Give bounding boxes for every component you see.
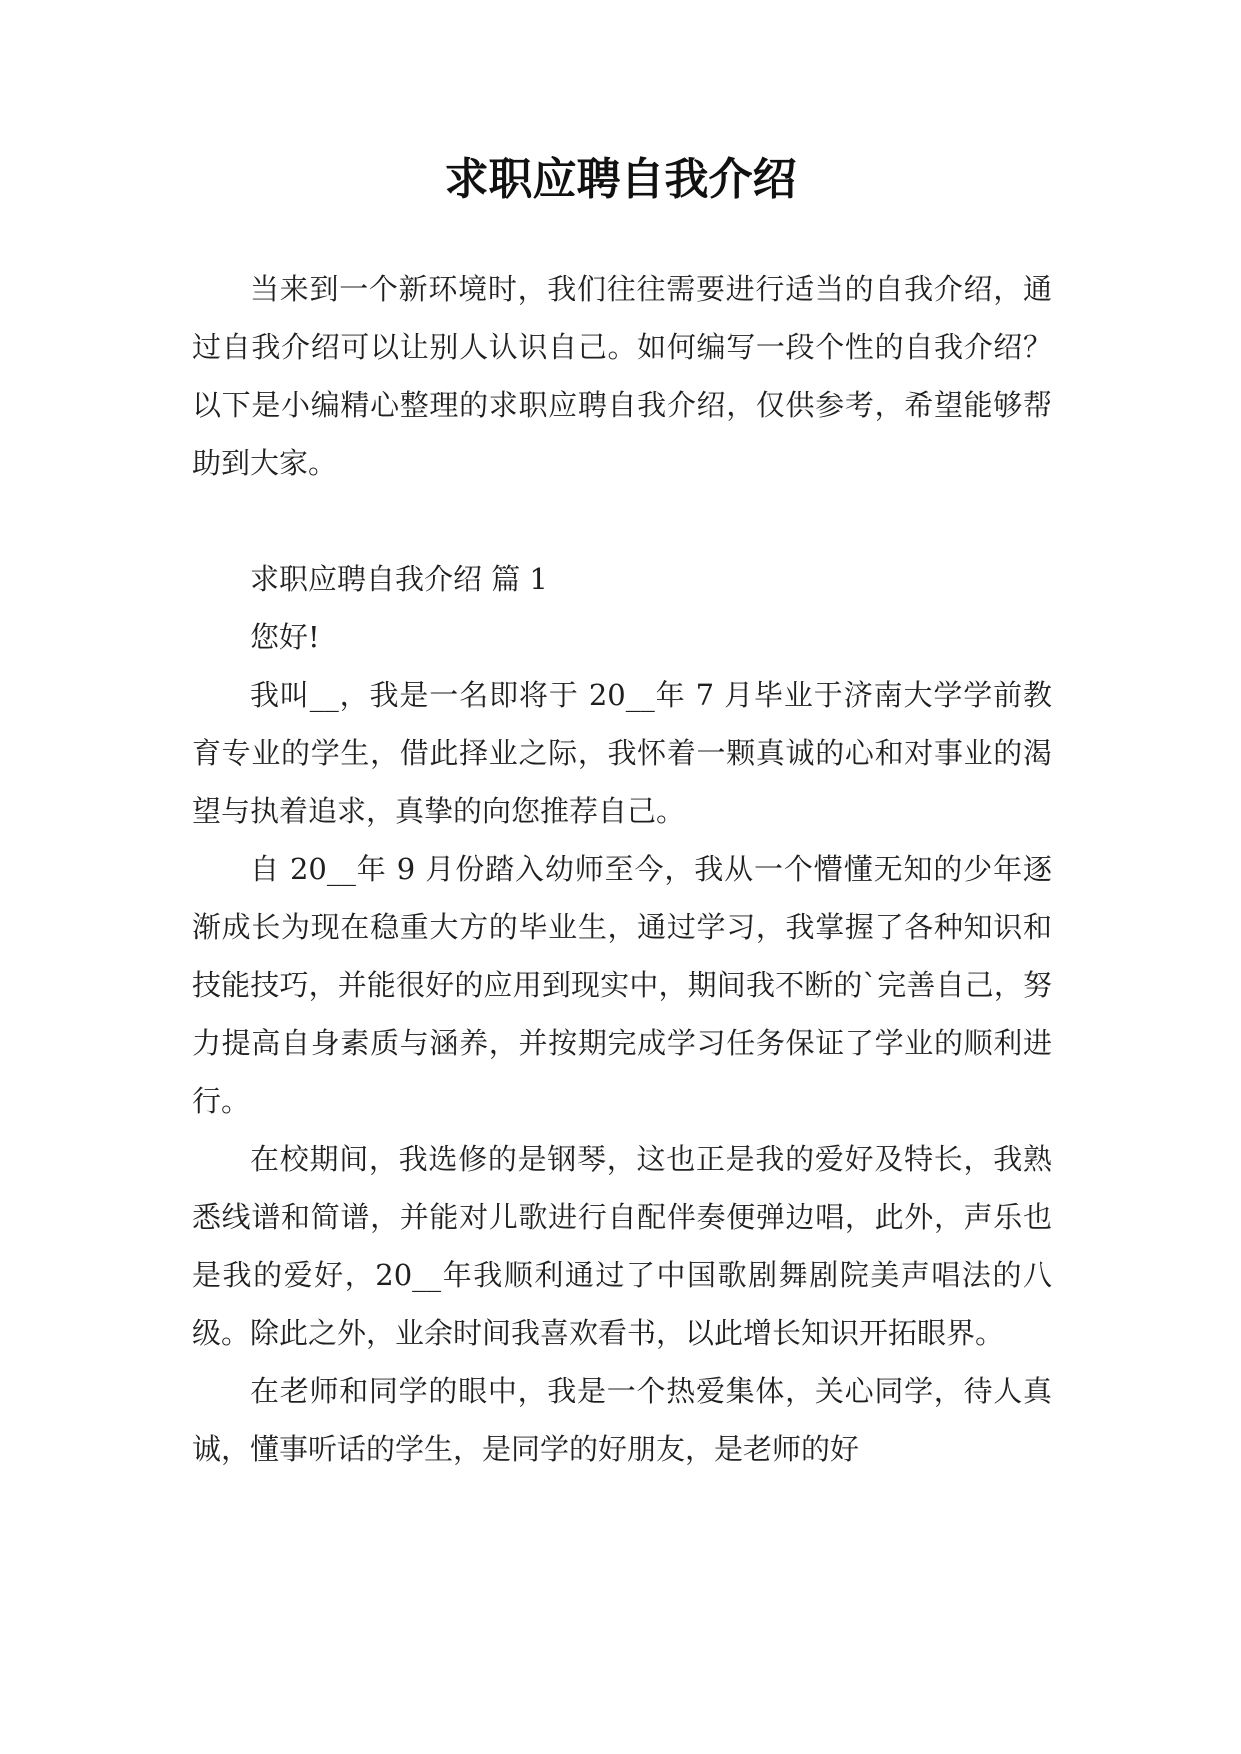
document-title: 求职应聘自我介绍 [444, 154, 797, 205]
greeting-line: 您好! [250, 620, 320, 654]
intro-paragraph: 当来到一个新环境时，我们往往需要进行适当的自我介绍，通过自我介绍可以让别人认识自己。如何编写一段个性的自我介绍？以下是小编精心整理的求职应聘自我介绍，仅供参考，希望能够帮助到大家。 [192, 272, 1052, 480]
body-paragraph: 我叫__，我是一名即将于 20__年 7 月毕业于济南大学学前教育专业的学生，借此择业之际，我怀着一颗真诚的心和对事业的渴望与执着追求，真挚的向您推荐自己。 [192, 678, 1052, 828]
document-body [192, 260, 1052, 1478]
body-paragraph: 自 20__年 9 月份踏入幼师至今，我从一个懵懂无知的少年逐渐成长为现在稳重大方的毕业生，通过学习，我掌握了各种知识和技能技巧，并能很好的应用到现实中，期间我不断的`完善自己，努力提高自身素质与涵养，并按期完成学习任务保证了学业的顺利进行。 [192, 852, 1052, 1118]
body-paragraph: 在校期间，我选修的是钢琴，这也正是我的爱好及特长，我熟悉线谱和简谱，并能对儿歌进行自配伴奏便弹边唱，此外，声乐也是我的爱好，20__年我顺利通过了中国歌剧舞剧院美声唱法的八级。除此之外，业余时间我喜欢看书，以此增长知识开拓眼界。 [192, 1142, 1052, 1350]
section-heading: 求职应聘自我介绍 篇 1 [250, 562, 548, 596]
body-paragraph: 在老师和同学的眼中，我是一个热爱集体，关心同学，待人真诚，懂事听话的学生，是同学的好朋友，是老师的好 [192, 1374, 1052, 1466]
